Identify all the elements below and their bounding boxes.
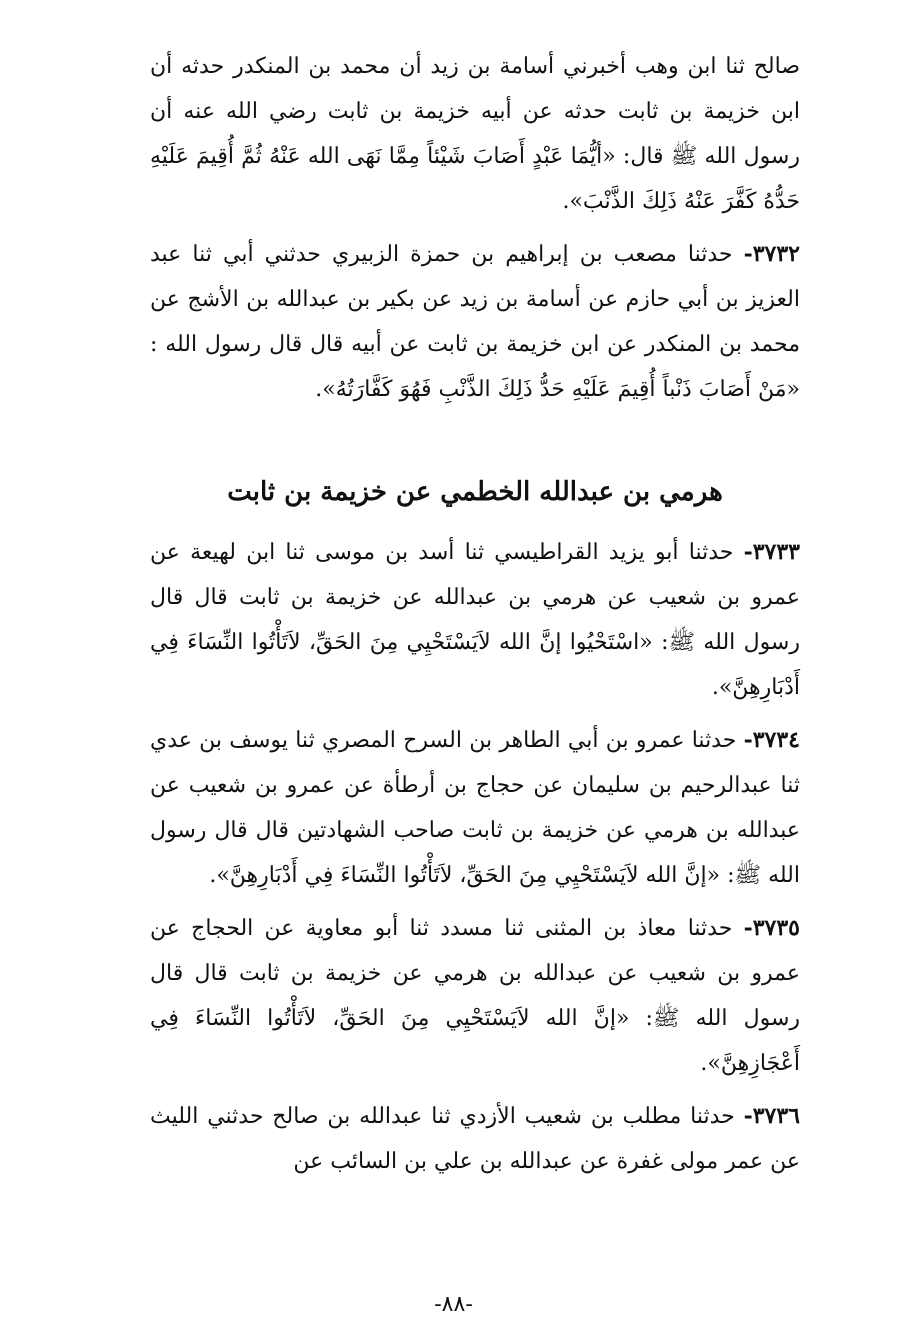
hadith-number: ٣٧٣٣- xyxy=(743,539,800,565)
hadith-paragraph xyxy=(150,906,800,1086)
page-number: -٨٨- xyxy=(434,1292,473,1317)
hadith-number: ٣٧٣٢- xyxy=(743,241,800,267)
hadith-paragraph xyxy=(150,232,800,412)
hadith-number: ٣٧٣٤- xyxy=(743,727,800,753)
page-body xyxy=(150,44,800,1192)
hadith-paragraph xyxy=(150,718,800,898)
hadith-text: صالح ثنا ابن وهب أخبرني أسامة بن زيد أن محمد بن المنكدر حدثه أن ابن خزيمة بن ثابت حدثه عن أبيه خزيمة بن ثابت رضي الله عنه أن رسول الله ﷺ قال: «أيُّمَا عَبْدٍ أَصَابَ شَيْئاً مِمَّا نَهَى الله عَنْهُ ثُمَّ أُقِيمَ عَلَيْهِ حَدُّهُ كَفَّرَ عَنْهُ ذَلِكَ الذَّنْبَ». xyxy=(150,54,800,214)
hadith-text: حدثنا عمرو بن أبي الطاهر بن السرح المصري ثنا يوسف بن عدي ثنا عبدالرحيم بن سليمان عن حجاج بن أرطأة عن عمرو بن شعيب عن عبدالله بن هرمي عن خزيمة بن ثابت صاحب الشهادتين قال قال رسول الله ﷺ: «إنَّ الله لاَيَسْتَحْيِي مِنَ الحَقِّ، لاَتَأْتُوا النِّسَاءَ فِي أَدْبَارِهِنَّ». xyxy=(150,728,800,888)
hadith-number: ٣٧٣٦- xyxy=(743,1103,800,1129)
hadith-paragraph xyxy=(150,1094,800,1184)
hadith-paragraph xyxy=(150,530,800,710)
hadith-paragraph xyxy=(150,44,800,224)
hadith-text: حدثنا معاذ بن المثنى ثنا مسدد ثنا أبو معاوية عن الحجاج عن عمرو بن شعيب عن عبدالله بن هرمي عن خزيمة بن ثابت قال قال رسول الله ﷺ: «إنَّ الله لاَيَسْتَحْيِي مِنَ الحَقِّ، لاَتَأْتُوا النِّسَاءَ فِي أَعْجَازِهِنَّ». xyxy=(150,916,800,1076)
hadith-number: ٣٧٣٥- xyxy=(743,915,800,941)
hadith-text: حدثنا مصعب بن إبراهيم بن حمزة الزبيري حدثني أبي ثنا عبد العزيز بن أبي حازم عن أسامة بن زيد عن بكير بن عبدالله بن الأشج عن محمد بن المنكدر عن ابن خزيمة بن ثابت عن أبيه قال قال رسول الله : «مَنْ أَصَابَ ذَنْباً أُقِيمَ عَلَيْهِ حَدُّ ذَلِكَ الذَّنْبِ فَهُوَ كَفَّارَتُهُ». xyxy=(150,242,800,402)
hadith-text: حدثنا مطلب بن شعيب الأزدي ثنا عبدالله بن صالح حدثني الليث عن عمر مولى غفرة عن عبدالله بن علي بن السائب عن xyxy=(150,1104,800,1174)
section-heading: هرمي بن عبدالله الخطمي عن خزيمة بن ثابت xyxy=(227,477,723,507)
hadith-text: حدثنا أبو يزيد القراطيسي ثنا أسد بن موسى ثنا ابن لهيعة عن عمرو بن شعيب عن هرمي بن عبدالله عن خزيمة بن ثابت قال قال رسول الله ﷺ: «اسْتَحْيُوا إنَّ الله لاَيَسْتَحْيِي مِنَ الحَقِّ، لاَتَأْتُوا النِّسَاءَ فِي أَدْبَارِهِنَّ». xyxy=(150,540,800,700)
